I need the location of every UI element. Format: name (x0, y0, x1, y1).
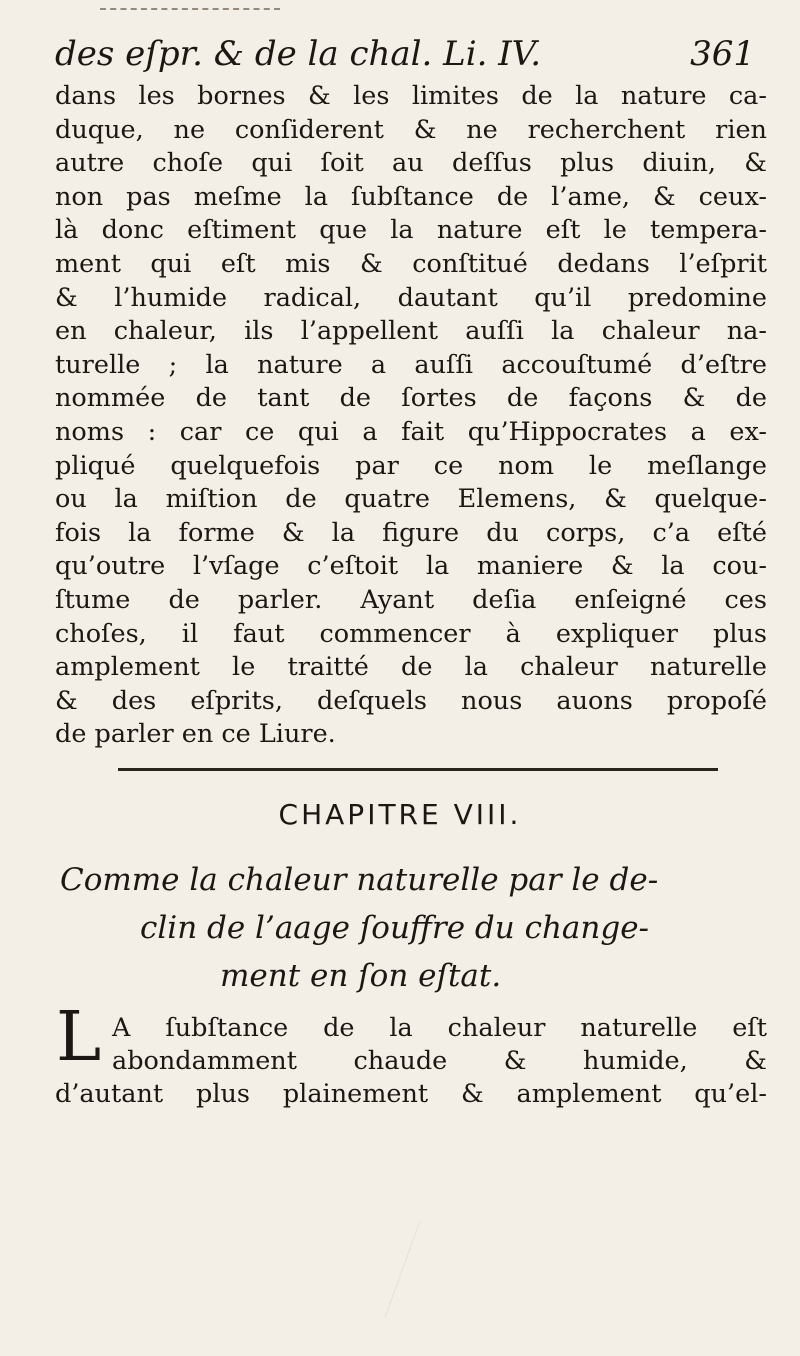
text-line: qu’outre l’vſage c’eſtoit la maniere & la cou- (55, 551, 767, 582)
text-line: autre choſe qui ſoit au deſſus plus diuin, & (55, 148, 767, 179)
text-line: ment qui eſt mis & conſtitué dedans l’eſprit (55, 248, 767, 279)
text-line: d’autant plus plainement & amplement qu’el- (55, 1079, 767, 1109)
text-line: & des eſprits, deſquels nous auons propoſé (55, 685, 767, 716)
drop-cap: L (56, 998, 102, 1077)
text-line: & l’humide radical, dautant qu’il predomine (55, 282, 767, 313)
chapter-title-line: clin de l’aage ſouffre du change- (140, 910, 650, 946)
paper-bleed-through (385, 1223, 477, 1338)
text-line: amplement le traitté de la chaleur naturelle (55, 652, 767, 683)
page-number: 361 (690, 34, 755, 74)
text-line: pliqué quelquefois par ce nom le meſlange (55, 450, 767, 481)
chapter-title-line: Comme la chaleur naturelle par le de- (60, 862, 659, 898)
text-line: abondamment chaude & humide, & (112, 1046, 767, 1076)
chapter-title (60, 856, 780, 1000)
text-line: dans les bornes & les limites de la nature ca- (55, 81, 767, 111)
text-line: fois la forme & la figure du corps, c’a eſté (55, 517, 767, 548)
running-head-title: des eſpr. & de la chal. Li. IV. (55, 34, 542, 74)
text-line: noms : car ce qui a fait qu’Hippocrates a ex- (55, 416, 767, 447)
text-line: nommée de tant de ſortes de façons & de (55, 383, 767, 414)
text-line: choſes, il faut commencer à expliquer plus (55, 618, 767, 649)
text-line: ou la miſtion de quatre Elemens, & quelque- (55, 484, 767, 515)
chapter-title-line: ment en ſon eſtat. (220, 958, 502, 994)
chapter-opening-text (112, 1012, 767, 1078)
text-line: turelle ; la nature a auſſi accouſtumé d’eſtre (55, 349, 767, 380)
text-line: en chaleur, ils l’appellent auſſi la chaleur na- (55, 316, 767, 347)
body-paragraph (55, 80, 767, 752)
text-line: A ſubſtance de la chaleur naturelle eſt (112, 1013, 767, 1043)
top-decorative-rule (100, 8, 280, 13)
text-line: ſtume de parler. Ayant deſia enſeigné ces (55, 584, 767, 615)
text-line: de parler en ce Liure. (55, 719, 336, 750)
text-line: duque, ne conſiderent & ne recherchent rien (55, 114, 767, 145)
chapter-opening-text-continued (55, 1078, 767, 1111)
chapter-heading: CHAPITRE VIII. (278, 798, 522, 831)
text-line: là donc eſtiment que la nature eſt le tempera- (55, 215, 767, 246)
section-divider (118, 768, 718, 771)
text-line: non pas meſme la ſubſtance de l’ame, & ceux- (55, 181, 767, 212)
